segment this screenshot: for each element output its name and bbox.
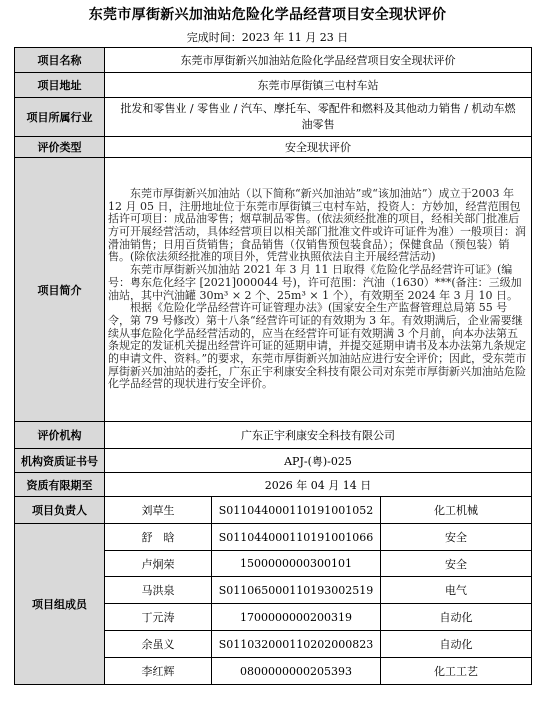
member-name: 丁元涛 — [105, 604, 212, 631]
eval-type-label: 评价类型 — [15, 137, 105, 158]
agency-value: 广东正宇利康安全科技有限公司 — [105, 422, 532, 449]
member-name: 马洪泉 — [105, 577, 212, 604]
intro-paragraph-1: 东莞市厚街新兴加油站（以下简称“新兴加油站”或“该加油站”）成立于2003 年 12 月 05 日，注册地址位于东莞市厚街镇三屯村车站，投资人：方妙加，经营范围包括许可项目：成品油零售；烟草制品零售。(依法须经批准的项目，经相关部门批准后方可开展经营活动，具体经营项目以相关部门批准文件或许可证件为准）一般项目：润滑油销售；日用百货销售；食品销售（仅销售预包装食品）；保健食品（预包装）销售。(除依法须经批准的项目外，凭营业执照依法自主开展经营活动) — [108, 186, 526, 264]
member-major: 电气 — [381, 577, 532, 604]
industry-value: 批发和零售业 / 零售业 / 汽车、摩托车、零配件和燃料及其他动力销售 / 机动车燃油零售 — [105, 98, 532, 137]
member-name: 余虽义 — [105, 631, 212, 658]
leader-name: 刘草生 — [105, 497, 212, 524]
member-cert: 1500000000300101 — [212, 551, 381, 577]
project-name-value: 东莞市厚街新兴加油站危险化学品经营项目安全现状评价 — [105, 48, 532, 73]
evaluation-info-table — [14, 47, 532, 685]
member-name: 李红辉 — [105, 658, 212, 685]
member-cert: S011032000110202000823 — [212, 631, 381, 658]
validity-label: 资质有限期至 — [15, 473, 105, 497]
member-name: 舒 晗 — [105, 524, 212, 551]
member-major: 安全 — [381, 524, 532, 551]
member-major: 自动化 — [381, 604, 532, 631]
member-major: 安全 — [381, 551, 532, 577]
row-cert-no — [15, 449, 532, 473]
intro-content — [105, 158, 532, 422]
row-validity — [15, 473, 532, 497]
member-name: 卢炯荣 — [105, 551, 212, 577]
member-major: 化工工艺 — [381, 658, 532, 685]
completion-date: 完成时间：2023 年 11 月 23 日 — [186, 31, 349, 44]
agency-label: 评价机构 — [15, 422, 105, 449]
member-cert: 0800000000205393 — [212, 658, 381, 685]
eval-type-value: 安全现状评价 — [105, 137, 532, 158]
row-industry — [15, 98, 532, 137]
row-project-name — [15, 48, 532, 73]
members-label: 项目组成员 — [15, 524, 105, 685]
row-intro — [15, 158, 532, 422]
row-leader — [15, 497, 532, 524]
leader-label: 项目负责人 — [15, 497, 105, 524]
member-cert: 1700000000200319 — [212, 604, 381, 631]
intro-label: 项目简介 — [15, 158, 105, 422]
validity-value: 2026 年 04 月 14 日 — [105, 473, 532, 497]
member-row — [15, 524, 532, 551]
row-agency — [15, 422, 532, 449]
row-eval-type — [15, 137, 532, 158]
cert-no-value: APJ-(粤)-025 — [105, 449, 532, 473]
intro-paragraph-3: 根据《危险化学品经营许可证管理办法》(国家安全生产监督管理总局第 55 号令，第 79 号修改）第十八条“经营许可证的有效期为 3 年。有效期满后，企业需要继续从事危险化学品经营活动的，应当在经营许可证有效期满 3 个月前，向本办法第五条规定的发证机关提出经营许可证的延期申请，并提交延期申请书及本办法第九条规定的申请文件、资料。”的要求，东莞市厚街新兴加油站应进行安全评价；因此，受东莞市厚街新兴加油站的委托，广东正宇利康安全科技有限公司对东莞市厚街新兴加油站危险化学品经营的现状进行安全评价。 — [108, 301, 527, 391]
project-address-value: 东莞市厚街镇三屯村车站 — [105, 73, 532, 98]
cert-no-label: 机构资质证书号 — [15, 449, 105, 473]
member-cert: S011044000110191001066 — [212, 524, 381, 551]
row-project-address — [15, 73, 532, 98]
member-cert: S011065000110193002519 — [212, 577, 381, 604]
document-title: 东莞市厚街新兴加油站危险化学品经营项目安全现状评价 — [88, 7, 447, 23]
member-major: 自动化 — [381, 631, 532, 658]
industry-label: 项目所属行业 — [15, 98, 105, 137]
project-address-label: 项目地址 — [15, 73, 105, 98]
intro-paragraph-2: 东莞市厚街新兴加油站 2021 年 3 月 11 日取得《危险化学品经营许可证》(编号：粤东危化经字 [2021]000044 号)，许可范围：汽油（1630）***(备注：三级加油站，其中汽油罐 30m³ × 2 个、25m³ × 1 个），有效期至 2024 年 3 月 10 日。 — [108, 263, 522, 302]
project-name-label: 项目名称 — [15, 48, 105, 73]
leader-major: 化工机械 — [381, 497, 532, 524]
leader-cert: S011044000110191001052 — [212, 497, 381, 524]
